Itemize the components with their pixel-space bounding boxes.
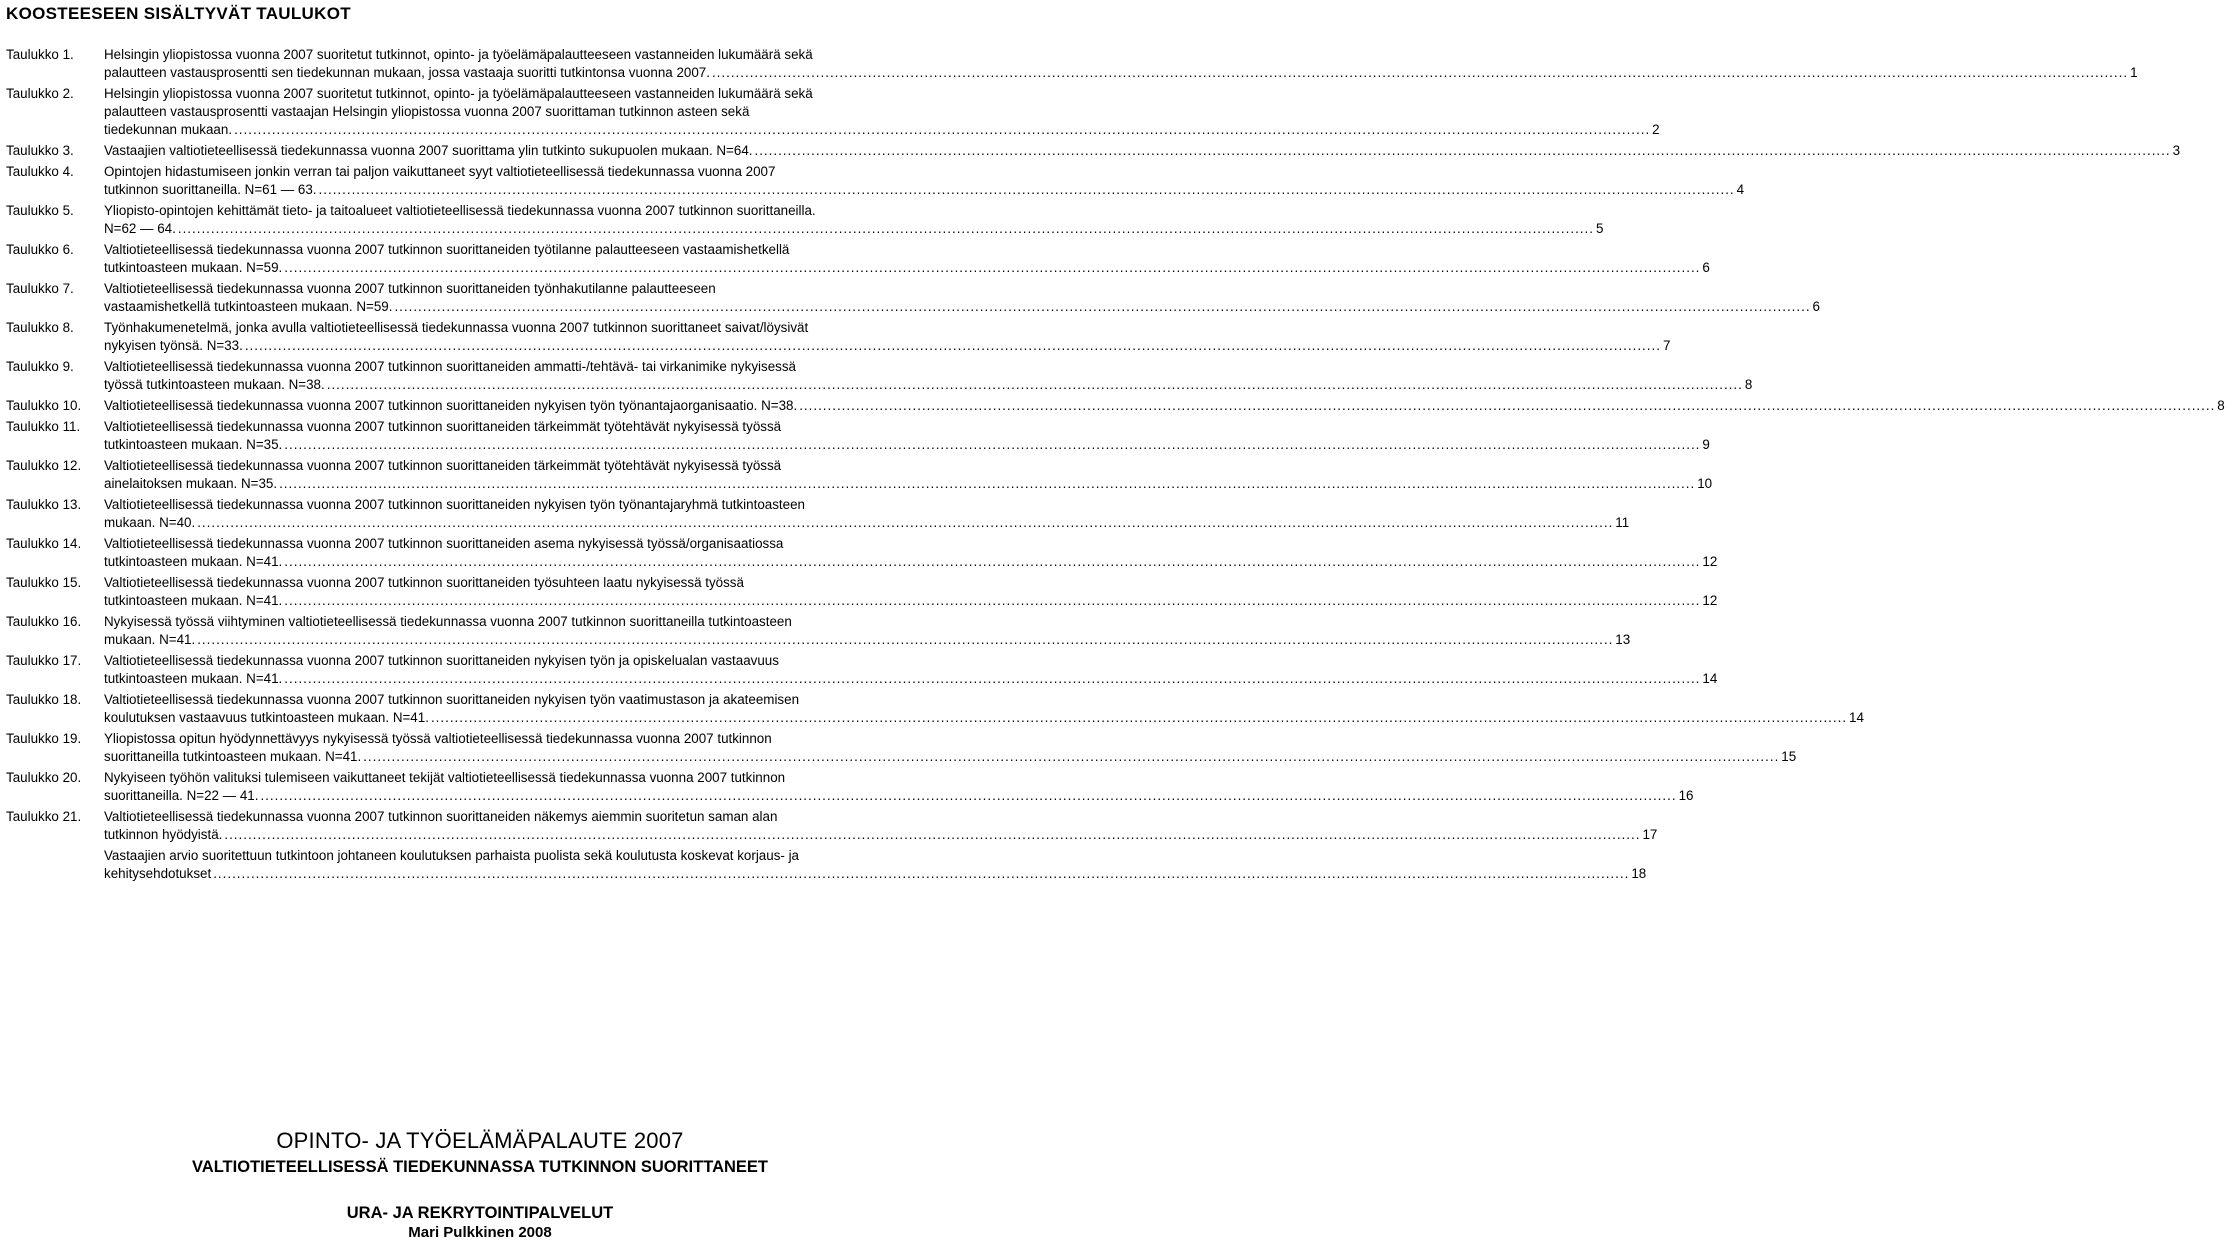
dot-leader: ............................................................................................................................................................................................................................................................................................................ [394, 299, 1811, 314]
toc-entry[interactable] [6, 691, 1864, 727]
toc-entry-title-line: Valtiotieteellisessä tiedekunnassa vuonna 2007 tutkinnon suorittaneiden tärkeimmät työtehtävät nykyisessä työssä [104, 458, 782, 473]
toc-entry-title-line: Valtiotieteellisessä tiedekunnassa vuonna 2007 tutkinnon suorittaneiden työtilanne palautteeseen vastaamishetkellä [104, 242, 790, 257]
toc-entry-label: Taulukko 3. [6, 143, 74, 158]
toc-page-number: 6 [1812, 299, 1820, 314]
toc-entry[interactable] [6, 847, 1647, 883]
toc-entry-label: Taulukko 10. [6, 398, 82, 413]
toc-entry-title-line: Yliopistossa opitun hyödynnettävyys nykyisessä työssä valtiotieteellisessä tiedekunnassa vuonna 2007 tutkinnon [104, 731, 772, 746]
toc-entry-title-line: Helsingin yliopistossa vuonna 2007 suoritetut tutkinnot, opinto- ja työelämäpalautteeseen vastanneiden lukumäärä sekä [104, 86, 813, 101]
toc-entry-body [104, 652, 1719, 688]
toc-list [6, 46, 2225, 886]
dot-leader: ............................................................................................................................................................................................................................................................................................................ [234, 122, 1651, 137]
toc-entry-title-line: tutkintoasteen mukaan. N=59. [104, 260, 283, 275]
toc-entry-label: Taulukko 16. [6, 614, 82, 629]
toc-entry-title-line: koulutuksen vastaavuus tutkintoasteen mukaan. N=41. [104, 710, 429, 725]
toc-page-number: 1 [2130, 65, 2138, 80]
toc-entry-label: Taulukko 21. [6, 809, 82, 824]
toc-entry-title-line: palautteen vastausprosentti vastaajan Helsingin yliopistossa vuonna 2007 suorittaman tutkinnon asteen sekä [104, 104, 750, 119]
toc-entry[interactable] [6, 46, 2138, 82]
toc-entry-title-line: ainelaitoksen mukaan. N=35. [104, 476, 278, 491]
toc-entry-label: Taulukko 18. [6, 692, 82, 707]
toc-entry-body [104, 202, 1605, 238]
toc-page-number: 9 [1702, 437, 1710, 452]
toc-entry[interactable] [6, 319, 1671, 355]
toc-page-number: 12 [1702, 554, 1718, 569]
toc-entry-title-line: Valtiotieteellisessä tiedekunnassa vuonna 2007 tutkinnon suorittaneiden työnhakutilanne palautteeseen [104, 281, 716, 296]
toc-page-number: 17 [1642, 827, 1658, 842]
toc-entry-label: Taulukko 17. [6, 653, 82, 668]
toc-entry-label: Taulukko 1. [6, 47, 74, 62]
toc-entry-body [104, 691, 1866, 727]
toc-entry-label: Taulukko 4. [6, 164, 74, 179]
toc-page-number: 5 [1595, 221, 1604, 236]
dot-leader: ............................................................................................................................................................................................................................................................................................................ [363, 749, 1780, 764]
toc-entry-title-line: palautteen vastausprosentti sen tiedekunnan mukaan, jossa vastaaja suoritti tutkintonsa vuonna 2007. [104, 65, 710, 80]
toc-entry[interactable] [6, 142, 2181, 160]
toc-entry-title-line: Nykyisessä työssä viihtyminen valtiotieteellisessä tiedekunnassa vuonna 2007 tutkinnon suorittaneilla tutkintoasteen [104, 614, 792, 629]
toc-page-number: 16 [1678, 788, 1694, 803]
toc-entry[interactable] [6, 535, 1718, 571]
toc-entry-title-line: tiedekunnan mukaan. [104, 122, 233, 137]
toc-page-number: 15 [1781, 749, 1797, 764]
toc-entry-body [104, 280, 1822, 316]
toc-entry-body [104, 46, 2140, 82]
toc-entry-title-line: kehitysehdotukset [104, 866, 212, 881]
dot-leader: ............................................................................................................................................................................................................................................................................................................ [284, 671, 1701, 686]
toc-heading: KOOSTEESEEN SISÄLTYVÄT TAULUKOT [6, 4, 351, 23]
dot-leader: ............................................................................................................................................................................................................................................................................................................ [177, 221, 1594, 236]
toc-entry-label: Taulukko 7. [6, 281, 74, 296]
toc-page-number: 14 [1849, 710, 1864, 725]
department-name: URA- JA REKRYTOINTIPALVELUT [346, 1204, 614, 1222]
toc-entry[interactable] [6, 241, 1710, 277]
toc-entry[interactable] [6, 730, 1797, 766]
toc-entry[interactable] [6, 418, 1710, 454]
toc-entry-label: Taulukko 11. [6, 419, 81, 434]
toc-entry-body [104, 163, 1746, 199]
toc-entry-title-line: N=62 — 64. [104, 221, 176, 236]
toc-entry[interactable] [6, 85, 1660, 139]
toc-entry-title-line: tutkinnon suorittaneilla. N=61 — 63. [104, 182, 317, 197]
dot-leader: ............................................................................................................................................................................................................................................................................................................ [711, 65, 2129, 80]
dot-leader: ............................................................................................................................................................................................................................................................................................................ [224, 827, 1641, 842]
dot-leader: ............................................................................................................................................................................................................................................................................................................ [284, 593, 1701, 608]
toc-entry-title-line: Valtiotieteellisessä tiedekunnassa vuonna 2007 tutkinnon suorittaneiden tärkeimmät työtehtävät nykyisessä työssä [104, 419, 782, 434]
toc-entry-title-line: tutkintoasteen mukaan. N=41. [104, 554, 283, 569]
toc-page-number: 14 [1702, 671, 1718, 686]
toc-page-number: 13 [1615, 632, 1631, 647]
toc-page-number: 7 [1662, 338, 1671, 353]
toc-entry-body [104, 457, 1714, 493]
dot-leader: ............................................................................................................................................................................................................................................................................................................ [754, 143, 2171, 158]
toc-entry-title-line: tutkintoasteen mukaan. N=41. [104, 671, 283, 686]
toc-entry-body [104, 85, 1662, 139]
toc-entry[interactable] [6, 397, 2225, 415]
toc-entry-title-line: vastaamishetkellä tutkintoasteen mukaan. N=59. [104, 299, 393, 314]
report-title: OPINTO- JA TYÖELÄMÄPALAUTE 2007 [276, 1128, 684, 1153]
toc-entry[interactable] [6, 613, 1631, 649]
toc-entry-title-line: suorittaneilla. N=22 — 41. [104, 788, 259, 803]
toc-entry-title-line: Nykyiseen työhön valituksi tulemiseen vaikuttaneet tekijät valtiotieteellisessä tiedekunnassa vuonna 2007 tutkinnon [104, 770, 786, 785]
toc-page-number: 4 [1736, 182, 1745, 197]
toc-entry-title-line: nykyisen työnsä. N=33. [104, 338, 243, 353]
toc-entry-label: Taulukko 6. [6, 242, 74, 257]
dot-leader: ............................................................................................................................................................................................................................................................................................................ [430, 710, 1848, 725]
toc-entry[interactable] [6, 769, 1694, 805]
toc-entry-title-line: Työnhakumenetelmä, jonka avulla valtiotieteellisessä tiedekunnassa vuonna 2007 tutkinnon suorittaneet saivat/löysivät [104, 320, 809, 335]
toc-page-number: 10 [1697, 476, 1713, 491]
toc-entry-title-line: Yliopisto-opintojen kehittämät tieto- ja taitoalueet valtiotieteellisessä tiedekunnassa vuonna 2007 tutkinnon suorittaneilla. [104, 203, 816, 218]
toc-entry-title-line: tutkinnon hyödyistä. [104, 827, 223, 842]
dot-leader: ............................................................................................................................................................................................................................................................................................................ [197, 515, 1614, 530]
dot-leader: ............................................................................................................................................................................................................................................................................................................ [213, 866, 1630, 881]
toc-entry-title-line: mukaan. N=41. [104, 632, 196, 647]
toc-entry-label: Taulukko 5. [6, 203, 74, 218]
toc-entry-body [104, 574, 1719, 610]
toc-entry-title-line: Valtiotieteellisessä tiedekunnassa vuonna 2007 tutkinnon suorittaneiden nykyisen työn työnantajaorganisaatio. N=38. [104, 398, 798, 413]
dot-leader: ............................................................................................................................................................................................................................................................................................................ [799, 398, 2216, 413]
toc-entry-body [104, 397, 2227, 415]
dot-leader: ............................................................................................................................................................................................................................................................................................................ [326, 377, 1743, 392]
toc-page-number: 12 [1702, 593, 1718, 608]
toc-entry-title-line: Opintojen hidastumiseen jonkin verran tai paljon vaikuttaneet syyt valtiotieteellisessä tiedekunnassa vuonna 2007 [104, 164, 776, 179]
toc-entry-label: Taulukko 2. [6, 86, 74, 101]
toc-entry-body [104, 241, 1712, 277]
dot-leader: ............................................................................................................................................................................................................................................................................................................ [244, 338, 1661, 353]
toc-entry[interactable] [6, 163, 1745, 199]
dot-leader: ............................................................................................................................................................................................................................................................................................................ [197, 632, 1614, 647]
toc-entry[interactable] [6, 808, 1658, 844]
toc-page-number: 18 [1631, 866, 1647, 881]
dot-leader: ............................................................................................................................................................................................................................................................................................................ [260, 788, 1677, 803]
toc-entry[interactable] [6, 457, 1713, 493]
toc-page-number: 2 [1652, 122, 1660, 137]
report-subtitle: VALTIOTIETEELLISESSÄ TIEDEKUNNASSA TUTKINNON SUORITTANEET [192, 1158, 768, 1176]
toc-entry-title-line: Valtiotieteellisessä tiedekunnassa vuonna 2007 tutkinnon suorittaneiden nykyisen työn vaatimustason ja akateemisen [104, 692, 800, 707]
toc-entry-body [104, 496, 1631, 532]
toc-entry-label: Taulukko 8. [6, 320, 74, 335]
toc-entry-title-line: Vastaajien arvio suoritettuun tutkintoon johtaneen koulutuksen parhaista puolista sekä koulutusta koskevat korjaus- ja [104, 848, 799, 863]
toc-entry-title-line: Valtiotieteellisessä tiedekunnassa vuonna 2007 tutkinnon suorittaneiden asema nykyisessä työssä/organisaatiossa [104, 536, 784, 551]
dot-leader: ............................................................................................................................................................................................................................................................................................................ [284, 437, 1701, 452]
toc-entry[interactable] [6, 280, 1820, 316]
toc-page-number: 3 [2172, 143, 2181, 158]
toc-entry[interactable] [6, 496, 1630, 532]
toc-entry-title-line: Helsingin yliopistossa vuonna 2007 suoritetut tutkinnot, opinto- ja työelämäpalautteeseen vastanneiden lukumäärä sekä [104, 47, 813, 62]
toc-entry-body [104, 142, 2182, 160]
toc-entry-label: Taulukko 15. [6, 575, 82, 590]
toc-page-number: 8 [1744, 377, 1753, 392]
toc-page-number: 6 [1702, 260, 1710, 275]
toc-entry-title-line: tutkintoasteen mukaan. N=41. [104, 593, 283, 608]
toc-entry-title-line: tutkintoasteen mukaan. N=35. [104, 437, 283, 452]
toc-entry-body [104, 535, 1719, 571]
toc-entry-title-line: työssä tutkintoasteen mukaan. N=38. [104, 377, 325, 392]
toc-entry-label: Taulukko 19. [6, 731, 82, 746]
toc-entry-label: Taulukko 9. [6, 359, 74, 374]
toc-page-number: 8 [2217, 398, 2225, 413]
toc-entry-label: Taulukko 13. [6, 497, 82, 512]
toc-entry-title-line: Valtiotieteellisessä tiedekunnassa vuonna 2007 tutkinnon suorittaneiden ammatti-/tehtävä- tai virkanimike nykyisessä [104, 359, 796, 374]
toc-entry-body [104, 730, 1798, 766]
toc-entry[interactable] [6, 652, 1718, 688]
toc-entry[interactable] [6, 202, 1604, 238]
dot-leader: ............................................................................................................................................................................................................................................................................................................ [318, 182, 1735, 197]
toc-entry-title-line: Valtiotieteellisessä tiedekunnassa vuonna 2007 tutkinnon suorittaneiden nykyisen työn työnantajaryhmä tutkintoasteen [104, 497, 805, 512]
toc-entry-title-line: Valtiotieteellisessä tiedekunnassa vuonna 2007 tutkinnon suorittaneiden nykyisen työn ja opiskelualan vastaavuus [104, 653, 779, 668]
toc-entry-title-line: Valtiotieteellisessä tiedekunnassa vuonna 2007 tutkinnon suorittaneiden näkemys aiemmin suoritetun saman alan [104, 809, 778, 824]
toc-entry-body [104, 319, 1672, 355]
toc-entry[interactable] [6, 358, 1753, 394]
toc-entry-body [104, 847, 1648, 883]
dot-leader: ............................................................................................................................................................................................................................................................................................................ [284, 260, 1701, 275]
toc-entry[interactable] [6, 574, 1718, 610]
toc-entry-label: Taulukko 12. [6, 458, 82, 473]
toc-entry-body [104, 769, 1695, 805]
toc-entry-body [104, 358, 1754, 394]
toc-entry-label: Taulukko 14. [6, 536, 82, 551]
toc-entry-title-line: suorittaneilla tutkintoasteen mukaan. N=41. [104, 749, 362, 764]
toc-page-number: 11 [1615, 515, 1630, 530]
dot-leader: ............................................................................................................................................................................................................................................................................................................ [279, 476, 1696, 491]
toc-entry-title-line: Vastaajien valtiotieteellisessä tiedekunnassa vuonna 2007 suorittama ylin tutkinto sukupuolen mukaan. N=64. [104, 143, 753, 158]
toc-entry-label: Taulukko 20. [6, 770, 82, 785]
toc-entry-body [104, 808, 1659, 844]
dot-leader: ............................................................................................................................................................................................................................................................................................................ [284, 554, 1701, 569]
toc-entry-body [104, 613, 1632, 649]
author-line: Mari Pulkkinen 2008 [408, 1224, 552, 1241]
toc-entry-title-line: mukaan. N=40. [104, 515, 196, 530]
toc-entry-body [104, 418, 1712, 454]
toc-entry-title-line: Valtiotieteellisessä tiedekunnassa vuonna 2007 tutkinnon suorittaneiden työsuhteen laatu nykyisessä työssä [104, 575, 744, 590]
